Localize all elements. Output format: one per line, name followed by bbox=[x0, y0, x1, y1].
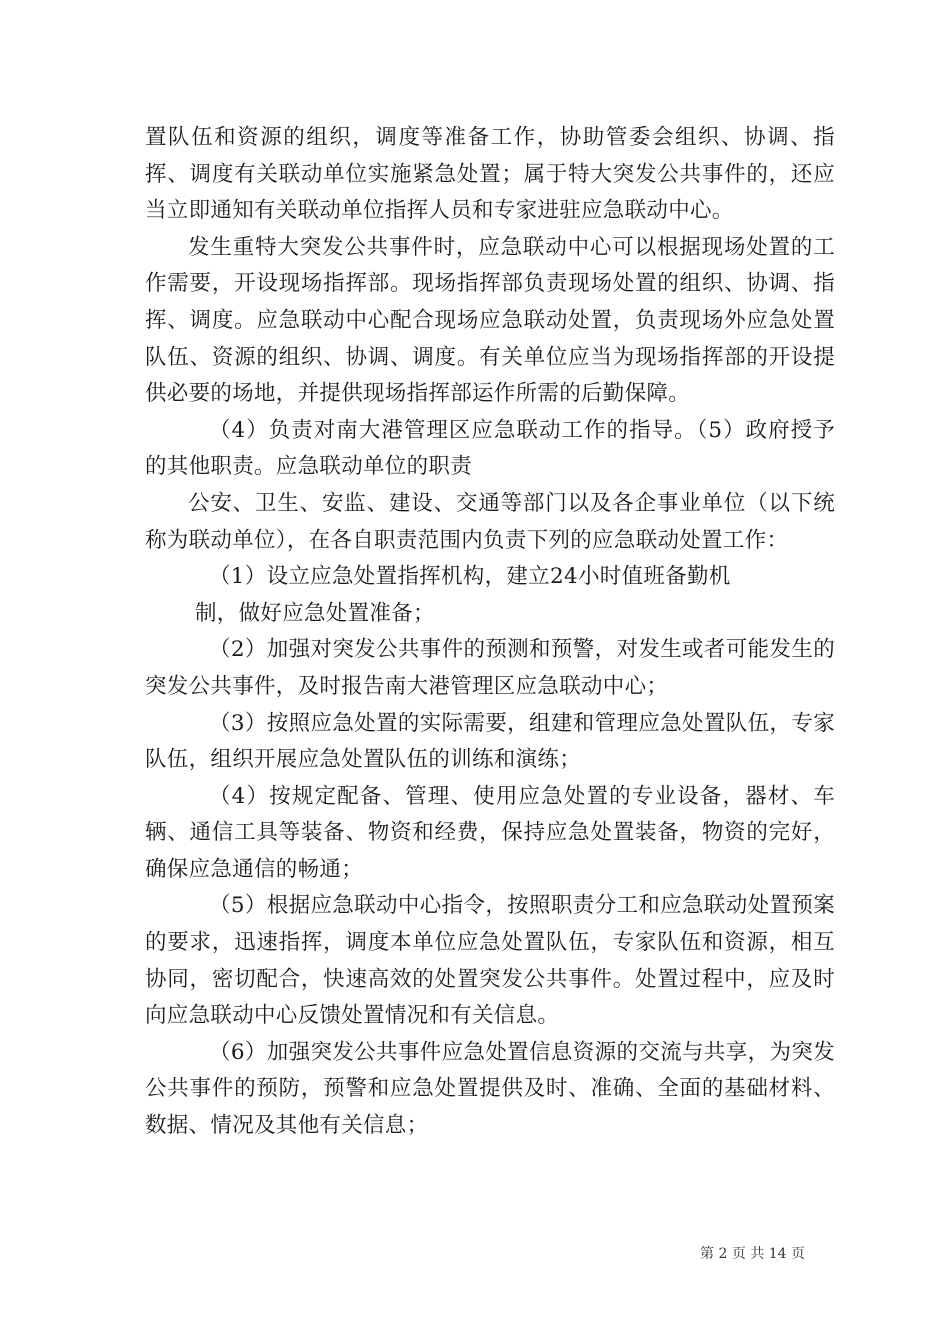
paragraph-site-command: 发生重特大突发公共事件时，应急联动中心可以根据现场处置的工作需要，开设现场指挥部。现场指挥部负责现场处置的组织、协调、指挥、调度。应急联动中心配合现场应急联动处置，负责现场外应急处置队伍、资源的组织、协调、调度。有关单位应当为现场指挥部的开设提供必要的场地，并提供现场指挥部运作所需的后勤保障。 bbox=[145, 234, 835, 407]
document-body bbox=[145, 120, 835, 1145]
page-number-footer: 第 2 页 共 14 页 bbox=[700, 1246, 805, 1262]
paragraph-linked-units: 公安、卫生、安监、建设、交通等部门以及各企事业单位（以下统称为联动单位），在各自职责范围内负责下列的应急联动处置工作： bbox=[145, 490, 835, 553]
list-item-5: （5）根据应急联动中心指令，按照职责分工和应急联动处置预案的要求，迅速指挥，调度本单位应急处置队伍，专家队伍和资源，相互协同，密切配合，快速高效的处置突发公共事件。处置过程中，应及时向应急联动中心反馈处置情况和有关信息。 bbox=[145, 893, 835, 1029]
list-item-4: （4）按规定配备、管理、使用应急处置的专业设备，器材、车辆、通信工具等装备、物资和经费，保持应急处置装备，物资的完好，确保应急通信的畅通； bbox=[145, 783, 835, 882]
list-item-6: （6）加强突发公共事件应急处置信息资源的交流与共享，为突发公共事件的预防，预警和应急处置提供及时、准确、全面的基础材料、数据、情况及其他有关信息； bbox=[145, 1039, 835, 1139]
paragraph-continued: 置队伍和资源的组织，调度等准备工作，协助管委会组织、协调、指挥、调度有关联动单位实施紧急处置；属于特大突发公共事件的，还应当立即通知有关联动单位指挥人员和专家进驻应急联动中心。 bbox=[145, 125, 835, 224]
paragraph-duties-4-5: （4）负责对南大港管理区应急联动工作的指导。（5）政府授予的其他职责。应急联动单位的职责 bbox=[145, 417, 835, 480]
list-item-1-continued: 制，做好应急处置准备； bbox=[195, 600, 435, 626]
list-item-2: （2）加强对突发公共事件的预测和预警，对发生或者可能发生的突发公共事件，及时报告南大港管理区应急联动中心； bbox=[145, 637, 835, 699]
list-item-1: （1）设立应急处置指挥机构，建立24小时值班备勤机 bbox=[209, 564, 731, 590]
list-item-3: （3）按照应急处置的实际需要，组建和管理应急处置队伍，专家队伍，组织开展应急处置队伍的训练和演练； bbox=[145, 710, 835, 773]
